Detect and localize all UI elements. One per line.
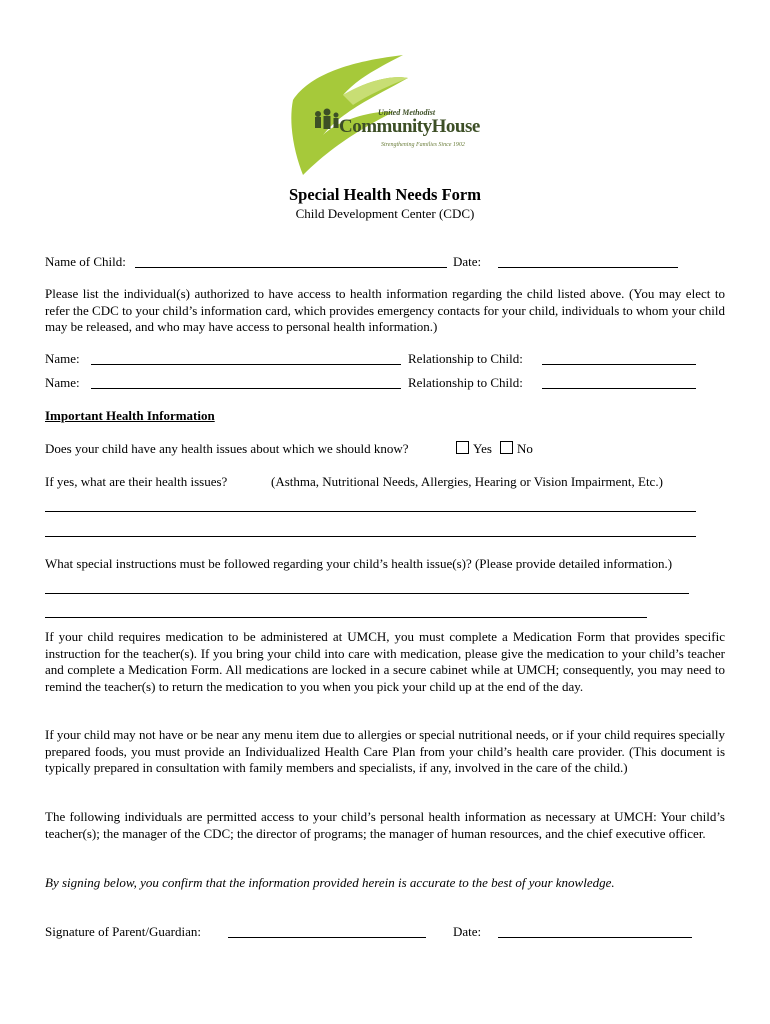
authorized-name-field[interactable]	[91, 388, 401, 389]
relationship-field[interactable]	[542, 364, 696, 365]
medication-paragraph: If your child requires medication to be administered at UMCH, you must complete a Medication Form that provides specific instruction for the teacher(s). If you bring your child into care with medication, please give the medication to your child’s teacher and complete a Medication Form. All medications are locked in a secure cabinet while at UMCH; consequently, you may need to remind the teacher(s) to return the medication to you when you pick your child up at the end of the day.	[45, 629, 725, 694]
community-house-logo	[283, 50, 483, 180]
yes-checkbox[interactable]	[456, 441, 469, 454]
instructions-answer-line-2[interactable]	[45, 617, 647, 618]
relationship-label: Relationship to Child:	[408, 351, 523, 366]
no-label: No	[517, 441, 533, 456]
yes-option[interactable]	[456, 441, 492, 457]
relationship-label: Relationship to Child:	[408, 375, 523, 390]
form-title: Special Health Needs Form	[288, 185, 481, 204]
intro-paragraph: Please list the individual(s) authorized to have access to health information regarding the child listed above. (You may elect to refer the CDC to your child’s information card, which provides emergency contacts for your child, individuals to whom your child may be released, and who may have access to personal health information.)	[45, 286, 725, 335]
instructions-answer-line-1[interactable]	[45, 593, 689, 594]
authorized-name-label: Name:	[45, 375, 80, 390]
form-subtitle: Child Development Center (CDC)	[295, 206, 475, 221]
issues-answer-line-1[interactable]	[45, 511, 696, 512]
signature-date-field[interactable]	[498, 937, 692, 938]
issues-question: If yes, what are their health issues?	[45, 474, 228, 489]
confirmation-statement: By signing below, you confirm that the information provided herein is accurate to the best of your knowledge.	[45, 875, 615, 890]
logo-org-small: United Methodist	[378, 108, 436, 117]
yes-label: Yes	[473, 441, 492, 456]
no-option[interactable]	[500, 441, 533, 457]
menu-paragraph: If your child may not have or be near any menu item due to allergies or special nutritional needs, or if your child requires specially prepared foods, you must provide an Individualized Health Care Plan from your child’s health care provider. (This document is typically prepared in consultation with family members and specialists, if any, involved in the care of the child.)	[45, 727, 725, 776]
authorized-name-label: Name:	[45, 351, 80, 366]
issues-answer-line-2[interactable]	[45, 536, 696, 537]
access-paragraph: The following individuals are permitted access to your child’s personal health information as necessary at UMCH: Your child’s teacher(s); the manager of the CDC; the director of programs; the manager of human resources, and the chief executive officer.	[45, 809, 725, 841]
health-question: Does your child have any health issues about which we should know?	[45, 441, 409, 456]
relationship-field[interactable]	[542, 388, 696, 389]
name-of-child-field[interactable]	[135, 267, 447, 268]
logo-org-name: CommunityHouse	[339, 116, 480, 137]
health-info-heading: Important Health Information	[45, 408, 215, 423]
authorized-name-field[interactable]	[91, 364, 401, 365]
issues-examples: (Asthma, Nutritional Needs, Allergies, Hearing or Vision Impairment, Etc.)	[271, 474, 663, 489]
date-field[interactable]	[498, 267, 678, 268]
date-label: Date:	[453, 254, 482, 269]
logo-tagline: Strengthening Families Since 1902	[381, 142, 465, 148]
signature-field[interactable]	[228, 937, 426, 938]
name-of-child-label: Name of Child:	[45, 254, 126, 269]
signature-label: Signature of Parent/Guardian:	[45, 924, 201, 939]
no-checkbox[interactable]	[500, 441, 513, 454]
signature-date-label: Date:	[453, 924, 482, 939]
instructions-question: What special instructions must be followed regarding your child’s health issue(s)? (Please provide detailed information.)	[45, 556, 673, 571]
